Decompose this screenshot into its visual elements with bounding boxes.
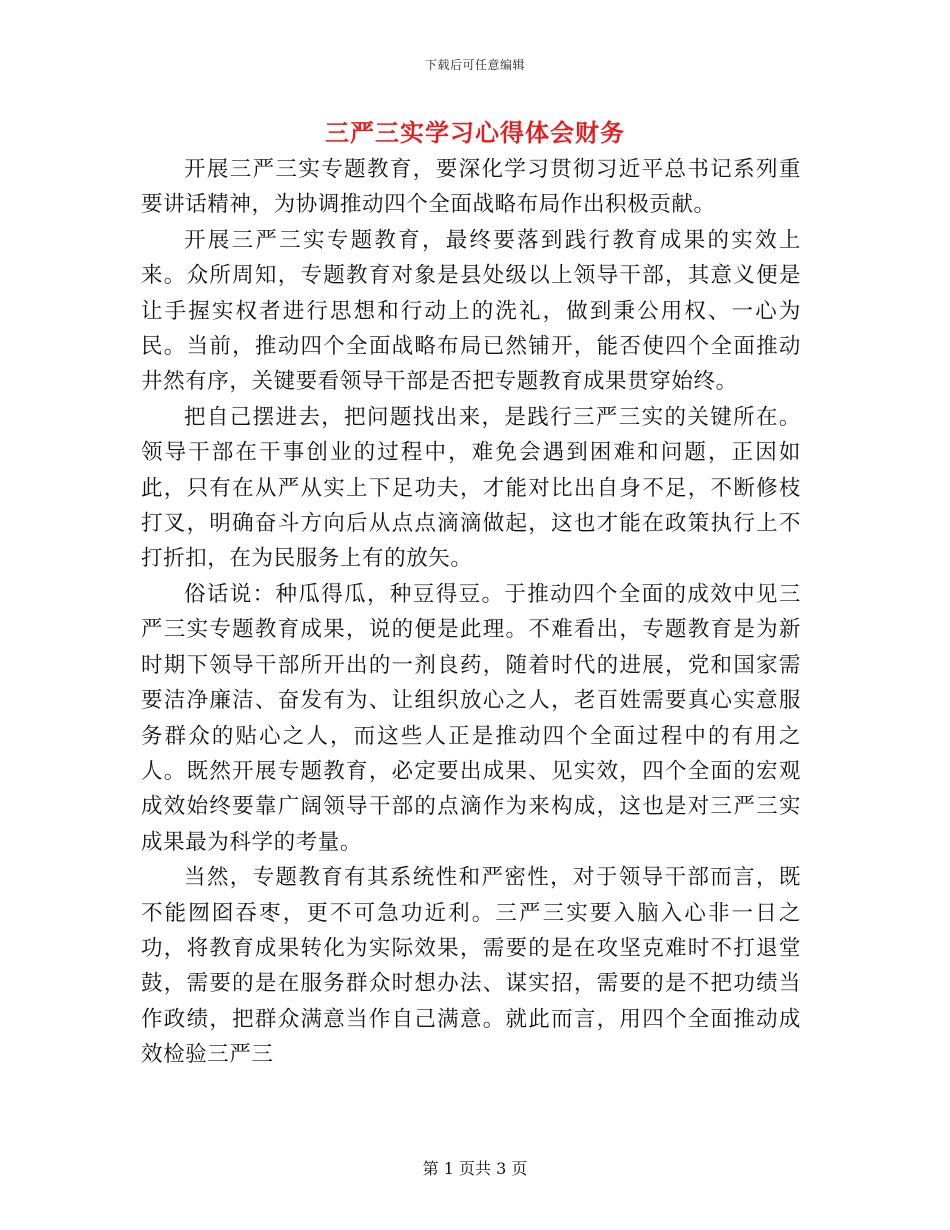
document-title: 三严三实学习心得体会财务 [325,119,625,147]
page-header-note: 下载后可任意编辑 [424,58,525,72]
paragraph-4: 俗话说：种瓜得瓜，种豆得豆。于推动四个全面的成效中见三严三实专题教育成果，说的便是此理。不难看出，专题教育是为新时期下领导干部所开出的一剂良药，随着时代的进展，党和国家需要洁净廉洁、奋发有为、让组织放心之人，老百姓需要真心实意服务群众的贴心之人，而这些人正是推动四个全面过程中的有用之人。既然开展专题教育，必定要出成果、见实效，四个全面的宏观成效始终要靠广阔领导干部的点滴作为来构成，这也是对三严三实成果最为科学的考量。 [141,581,801,855]
paragraph-3: 把自己摆进去，把问题找出来，是践行三严三实的关键所在。领导干部在干事创业的过程中，难免会遇到困难和问题，正因如此，只有在从严从实上下足功夫，才能对比出自身不足，不断修枝打叉，明确奋斗方向后从点点滴滴做起，这也才能在政策执行上不打折扣，在为民服务上有的放矢。 [141,404,801,572]
paragraph-1: 开展三严三实专题教育，要深化学习贯彻习近平总书记系列重要讲话精神，为协调推动四个全面战略布局作出积极贡献。 [141,157,801,218]
document-body [141,152,801,1073]
paragraph-2: 开展三严三实专题教育，最终要落到践行教育成果的实效上来。众所周知，专题教育对象是县处级以上领导干部，其意义便是让手握实权者进行思想和行动上的洗礼，做到秉公用权、一心为民。当前，推动四个全面战略布局已然铺开，能否使四个全面推动井然有序，关键要看领导干部是否把专题教育成果贯穿始终。 [141,227,801,395]
page-number: 第 1 页共 3 页 [422,1159,528,1178]
paragraph-5: 当然，专题教育有其系统性和严密性，对于领导干部而言，既不能囫囵吞枣，更不可急功近利。三严三实要入脑入心非一日之功，将教育成果转化为实际效果，需要的是在攻坚克难时不打退堂鼓，需要的是在服务群众时想办法、谋实招，需要的是不把功绩当作政绩，把群众满意当作自己满意。就此而言，用四个全面推动成效检验三严三 [141,865,801,1068]
